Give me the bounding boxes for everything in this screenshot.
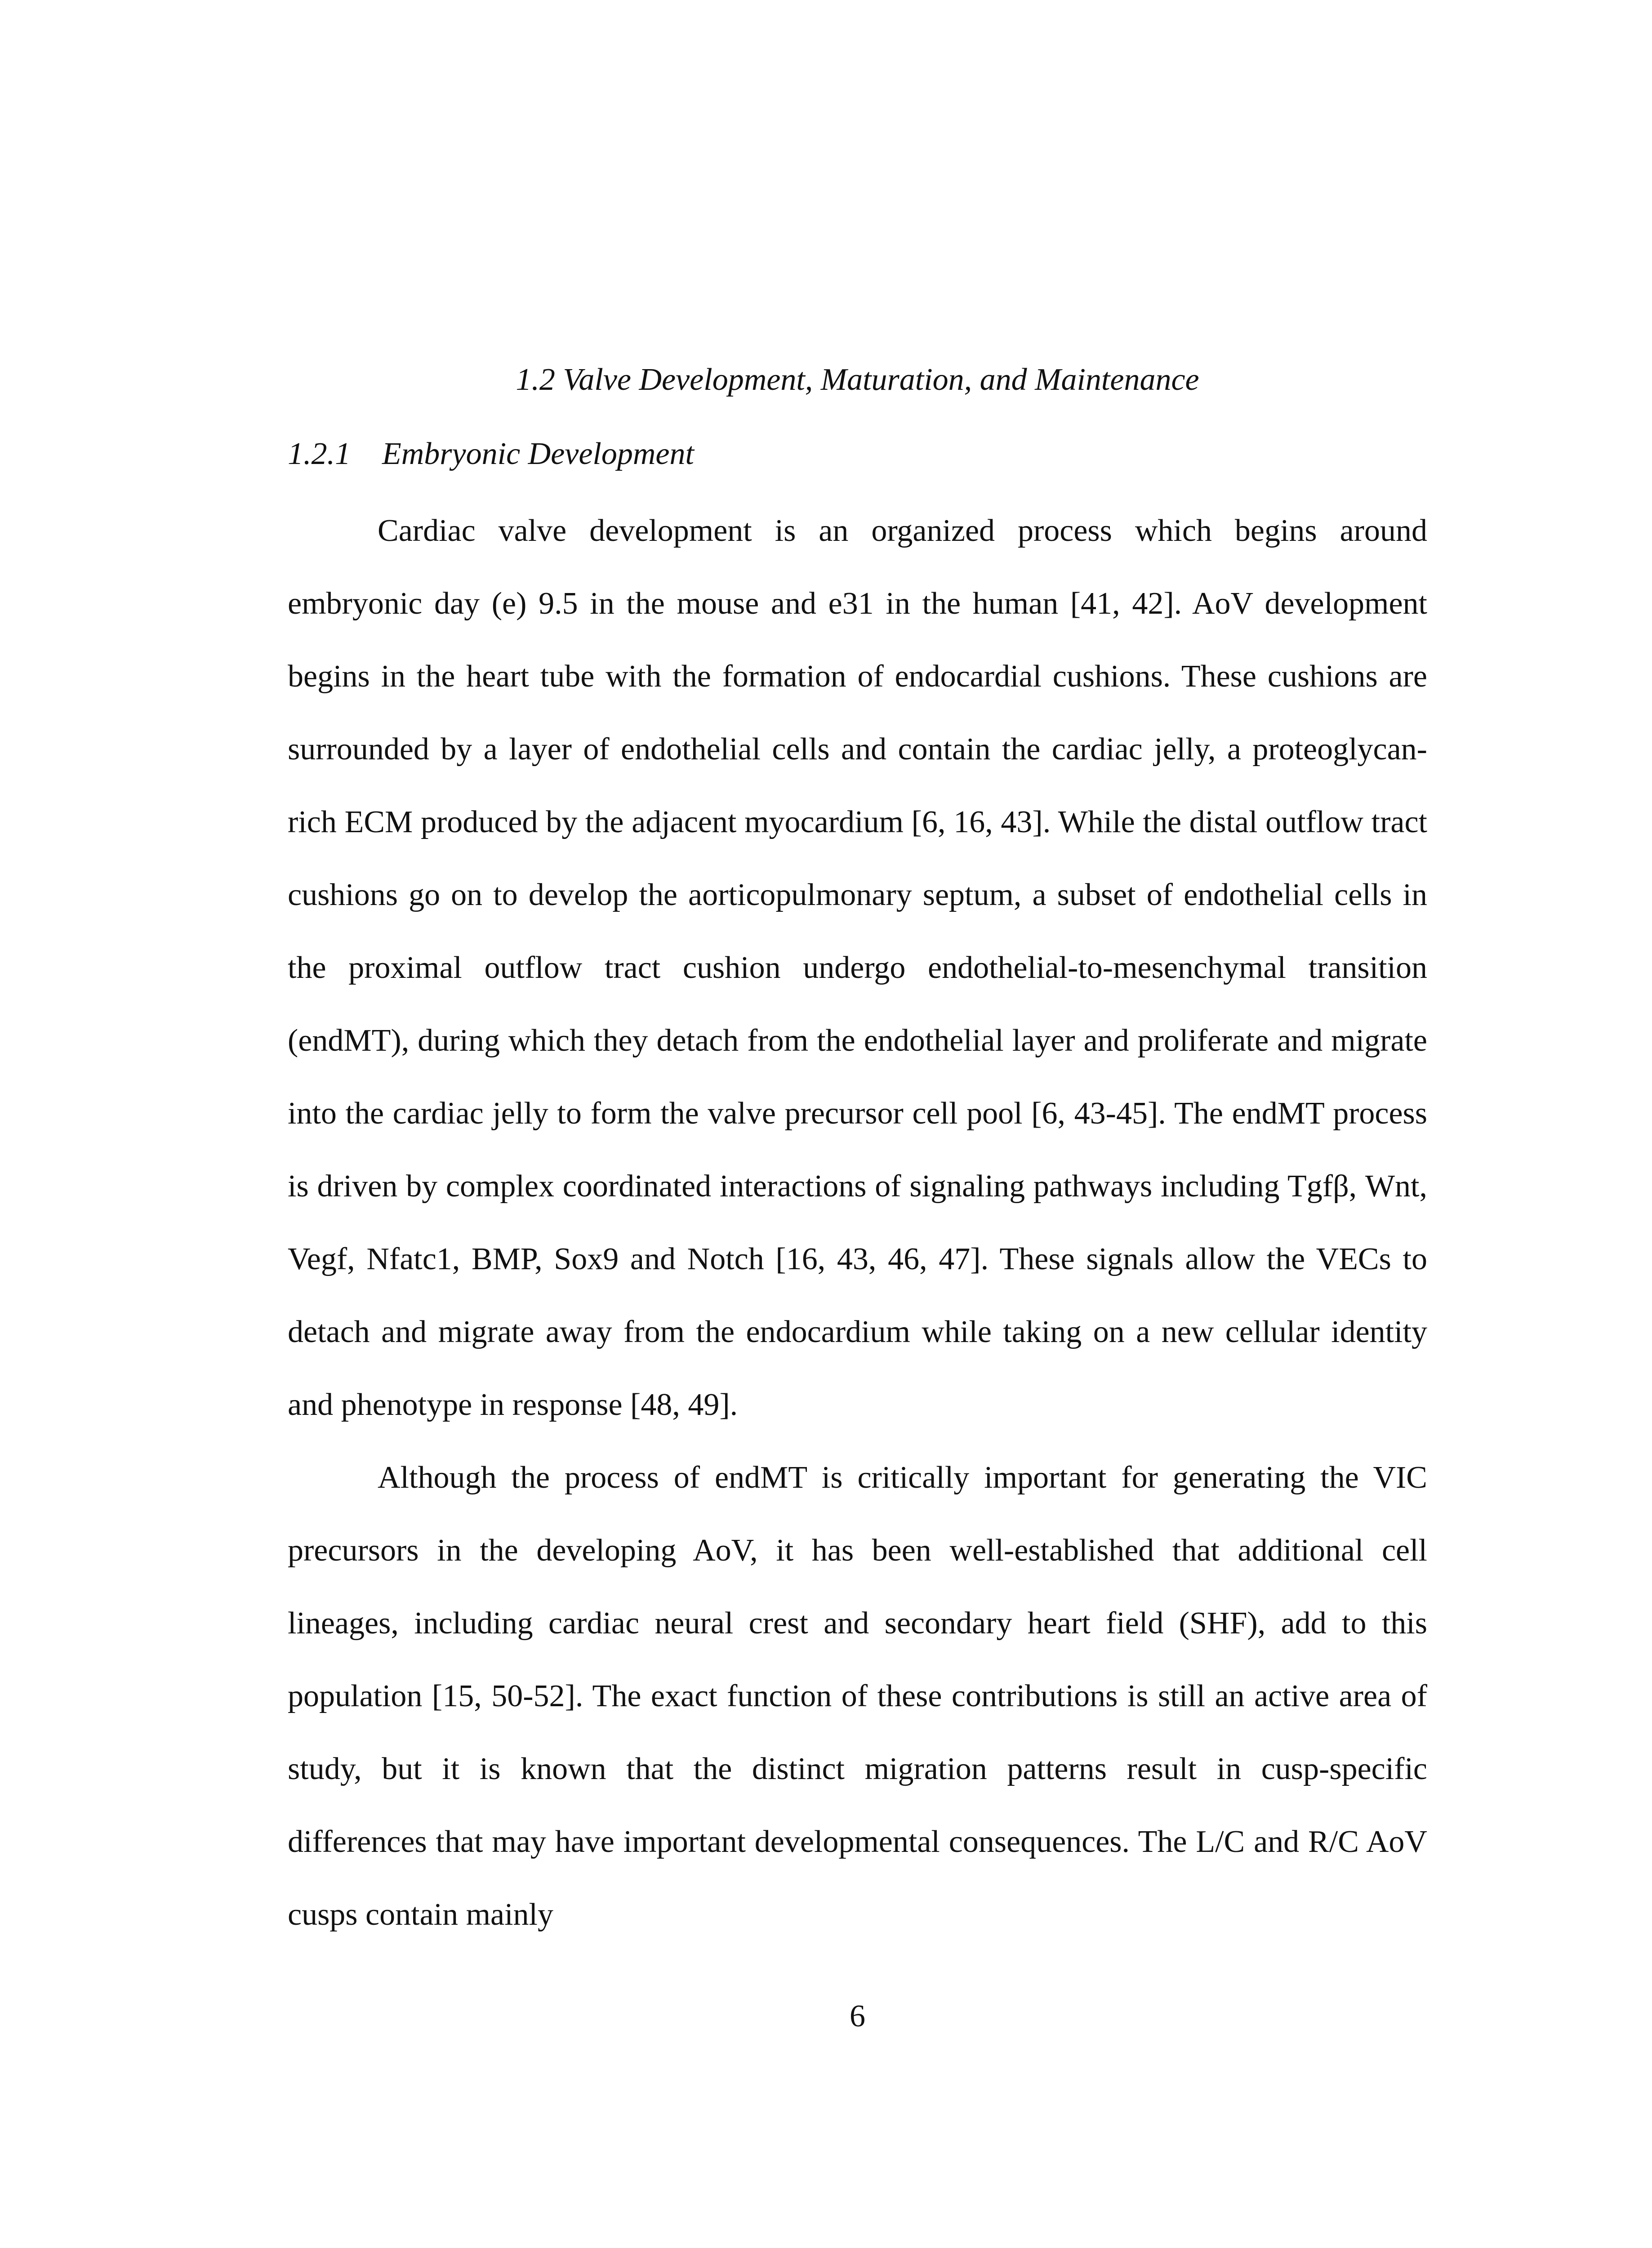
- subsection-number: 1.2.1: [288, 437, 351, 471]
- paragraph-1: Cardiac valve development is an organized process which begins around embryonic day (e) 9.5 in the mouse and e31 in the human [41, 42]. AoV development begins in the heart tube with the formation of endocardial cushions. These cushions are surrounded by a layer of endothelial cells and contain the cardiac jelly, a proteoglycan-rich ECM produced by the adjacent myocardium [6, 16, 43]. While the distal outflow tract cushions go on to develop the aorticopulmonary septum, a subset of endothelial cells in the proximal outflow tract cushion undergo endothelial-to-mesenchymal transition (endMT), during which they detach from the endothelial layer and proliferate and migrate into the cardiac jelly to form the valve precursor cell pool [6, 43-45]. The endMT process is driven by complex coordinated interactions of signaling pathways including Tgfβ, Wnt, Vegf, Nfatc1, BMP, Sox9 and Notch [16, 43, 46, 47]. These signals allow the VECs to detach and migrate away from the endocardium while taking on a new cellular identity and phenotype in response [48, 49].: [288, 513, 1427, 1422]
- page-number: 6: [850, 1999, 865, 2034]
- body-text: [288, 495, 1427, 1951]
- section-heading: 1.2 Valve Development, Maturation, and Maintenance: [516, 362, 1199, 397]
- subsection-heading: [288, 429, 694, 479]
- subsection-title: Embryonic Development: [382, 437, 694, 471]
- paragraph-2: Although the process of endMT is critically important for generating the VIC precursors in the developing AoV, it has been well-established that additional cell lineages, including cardiac neural crest and secondary heart field (SHF), add to this population [15, 50-52]. The exact function of these contributions is still an active area of study, but it is known that the distinct migration patterns result in cusp-specific differences that may have important developmental consequences. The L/C and R/C AoV cusps contain mainly: [288, 1460, 1427, 1932]
